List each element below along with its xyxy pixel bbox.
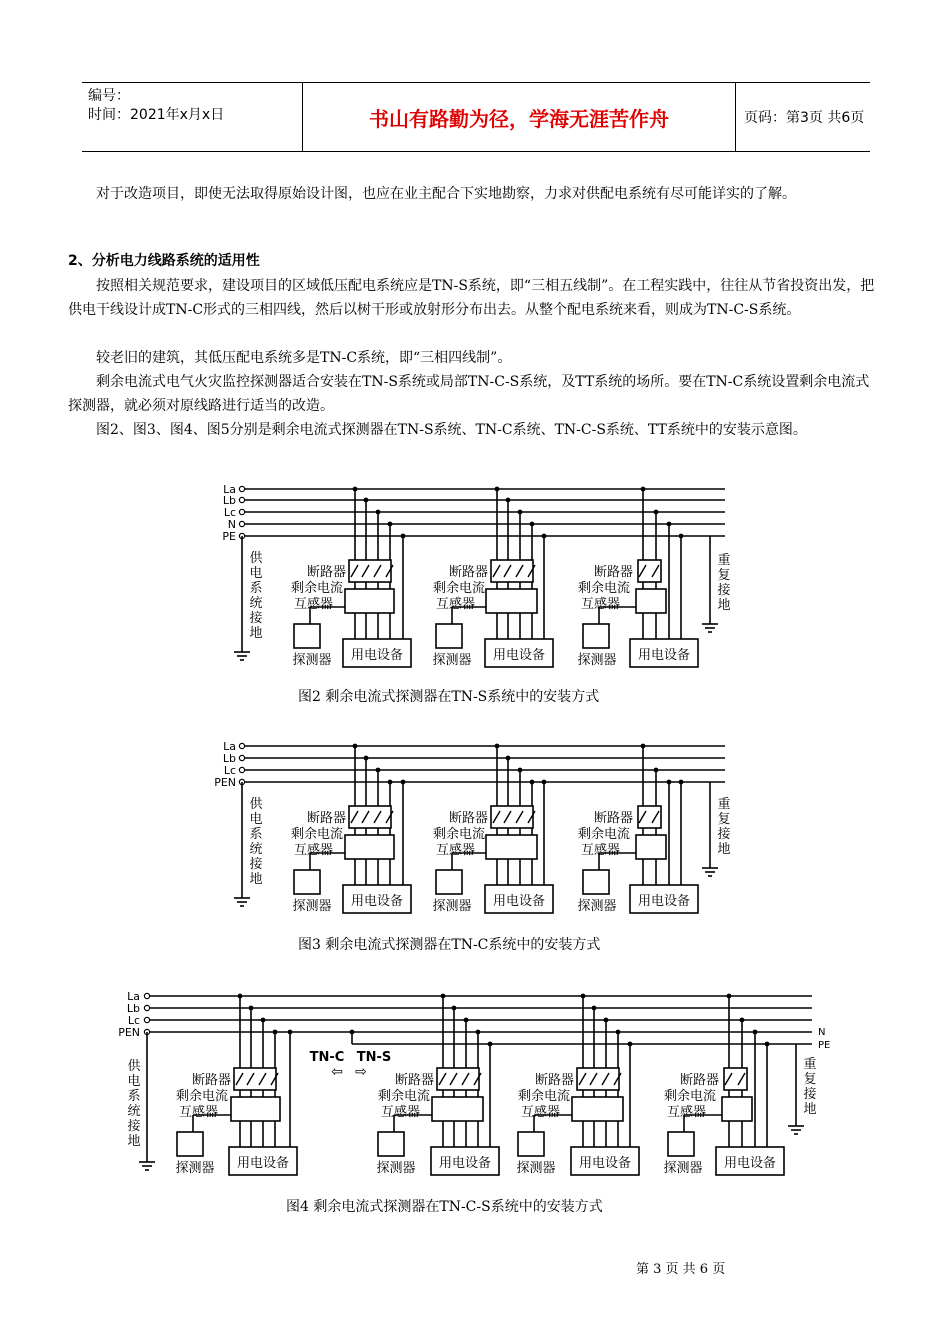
- branch-fig2-2-rcct-label-1: 剩余电流: [577, 581, 630, 596]
- branch-fig4-2-breaker-label: 断路器: [534, 1073, 574, 1088]
- fig3-bus-terminal: [239, 743, 244, 748]
- branch-fig4-0-junction: [238, 994, 243, 999]
- branch-fig4-2-junction: [592, 1006, 597, 1011]
- branch-fig3-1-breaker-label: 断路器: [448, 811, 488, 826]
- fig2-bus-terminal: [239, 509, 244, 514]
- branch-fig4-3-detector-box: [668, 1132, 694, 1156]
- branch-fig2-2-rcct-label-2: 互感器: [580, 597, 620, 612]
- branch-fig4-3-breaker-box: [724, 1068, 747, 1090]
- branch-fig3-0-junction: [364, 756, 369, 761]
- fig3-supply-ground-label-char: 地: [249, 872, 263, 887]
- branch-fig2-0-junction: [401, 534, 406, 539]
- branch-fig4-1-detector-box: [378, 1132, 404, 1156]
- fig2-supply-ground-label-char: 接: [249, 611, 263, 626]
- branch-fig4-0-breaker-label: 断路器: [191, 1073, 231, 1088]
- fig2-bus-label: Lc: [223, 506, 236, 519]
- branch-fig3-1-rcct-label-1: 剩余电流: [432, 827, 485, 842]
- branch-fig3-0-junction: [353, 744, 358, 749]
- fig4-pe-label: PE: [818, 1040, 831, 1051]
- branch-fig3-2-rcct-label-2: 互感器: [580, 843, 620, 858]
- figure-4-caption: 图4 剩余电流式探测器在TN-C-S系统中的安装方式: [286, 1199, 603, 1215]
- fig3-bus-label: Lb: [222, 752, 236, 765]
- section-2-title: 2、分析电力线路系统的适用性: [68, 253, 260, 269]
- branch-fig2-0-equipment-label: 用电设备: [350, 648, 404, 663]
- branch-fig2-1-junction: [518, 510, 523, 515]
- branch-fig3-2-junction: [667, 780, 672, 785]
- branch-fig2-1-detector-box: [436, 624, 462, 648]
- branch-fig3-0-rcct-box: [345, 835, 394, 859]
- branch-fig3-1-junction: [495, 744, 500, 749]
- fig2-supply-ground-label-char: 电: [249, 566, 263, 581]
- branch-fig2-0-detector-label: 探测器: [292, 653, 332, 668]
- branch-fig4-0-junction: [261, 1018, 266, 1023]
- fig4-bus-label: Lc: [127, 1014, 140, 1027]
- fig4-bus-terminal: [144, 993, 149, 998]
- branch-fig2-1-breaker-label: 断路器: [448, 565, 488, 580]
- branch-fig2-0-detector-box: [294, 624, 320, 648]
- branch-fig4-1-detector-label: 探测器: [376, 1161, 416, 1176]
- branch-fig3-2-detector-label: 探测器: [577, 899, 617, 914]
- branch-fig2-1-rcct-box: [486, 589, 537, 613]
- branch-fig4-3-equipment-label: 用电设备: [723, 1156, 777, 1171]
- fig3-bus-terminal: [239, 767, 244, 772]
- branch-fig4-1-breaker-label: 断路器: [394, 1073, 434, 1088]
- paragraph-5: 图2、图3、图4、图5分别是剩余电流式探测器在TN-S系统、TN-C系统、TN-C-S系统、TT系统中的安装示意图。: [96, 422, 807, 438]
- fig4-supply-ground-label-char: 地: [127, 1134, 141, 1149]
- paragraph-2: 按照相关规范要求，建设项目的区域低压配电系统应是TN-S系统，即“三相五线制”。在工程实践中，往往从节省投资出发，把供电干线设计成TN-C形式的三相四线，然后以树干形或放射形分布出去。从整个配电系统来看，则成为TN-C-S系统。: [68, 278, 875, 318]
- fig2-bus-label: Lb: [222, 494, 236, 507]
- branch-fig4-2-rcct-box: [572, 1097, 623, 1121]
- fig4-bus-terminal: [144, 1017, 149, 1022]
- branch-fig4-1-rcct-label-1: 剩余电流: [377, 1089, 430, 1104]
- branch-fig3-2-junction: [679, 780, 684, 785]
- branch-fig3-1-rcct-box: [486, 835, 537, 859]
- branch-fig4-1-rcct-label-2: 互感器: [380, 1105, 420, 1120]
- fig4-repeat-ground-label-char: 接: [803, 1087, 817, 1102]
- figure-2-caption: 图2 剩余电流式探测器在TN-S系统中的安装方式: [298, 689, 600, 705]
- branch-fig2-1-rcct-label-2: 互感器: [435, 597, 475, 612]
- fig3-bus-label: La: [223, 740, 236, 753]
- branch-fig4-1-equipment-label: 用电设备: [438, 1156, 492, 1171]
- fig4-bus-terminal: [144, 1005, 149, 1010]
- fig2-bus-terminal: [239, 497, 244, 502]
- fig3-repeat-ground-label-char: 复: [717, 812, 731, 827]
- fig2-supply-ground-label-char: 系: [249, 581, 263, 596]
- fig3-repeat-ground-label-char: 地: [717, 842, 731, 857]
- branch-fig2-2-rcct-box: [636, 589, 666, 613]
- branch-fig2-2-breaker-label: 断路器: [593, 565, 633, 580]
- branch-fig2-0-junction: [364, 498, 369, 503]
- branch-fig3-0-rcct-label-2: 互感器: [293, 843, 333, 858]
- branch-fig3-0-junction: [388, 780, 393, 785]
- fig2-bus-terminal: [239, 486, 244, 491]
- branch-fig4-1-junction: [441, 994, 446, 999]
- paragraph-3: 较老旧的建筑，其低压配电系统多是TN-C系统，即“三相四线制”。: [96, 350, 512, 366]
- figure-3-caption: 图3 剩余电流式探测器在TN-C系统中的安装方式: [298, 937, 601, 953]
- branch-fig3-2-breaker-label: 断路器: [593, 811, 633, 826]
- fig4-tnc-mark: TN-C: [309, 1050, 345, 1065]
- fig3-supply-ground-label-char: 系: [249, 827, 263, 842]
- fig4-repeat-ground-label-char: 重: [803, 1057, 817, 1072]
- fig3-supply-ground-label-char: 统: [249, 842, 263, 857]
- branch-fig4-3-rcct-box: [722, 1097, 752, 1121]
- branch-fig2-0-rcct-box: [345, 589, 394, 613]
- fig2-supply-ground-label-char: 统: [249, 596, 263, 611]
- branch-fig4-3-detector-label: 探测器: [663, 1161, 703, 1176]
- fig4-supply-ground-label-char: 供: [127, 1059, 141, 1074]
- branch-fig4-3-junction: [740, 1018, 745, 1023]
- branch-fig2-2-junction: [667, 522, 672, 527]
- branch-fig4-3-breaker-label: 断路器: [679, 1073, 719, 1088]
- fig2-supply-ground-label-char: 地: [249, 626, 263, 641]
- branch-fig2-1-detector-label: 探测器: [432, 653, 472, 668]
- branch-fig4-2-equipment-label: 用电设备: [578, 1156, 632, 1171]
- branch-fig2-0-rcct-label-1: 剩余电流: [290, 581, 343, 596]
- branch-fig3-0-equipment-label: 用电设备: [350, 894, 404, 909]
- branch-fig3-0-rcct-label-1: 剩余电流: [290, 827, 343, 842]
- branch-fig3-0-junction: [401, 780, 406, 785]
- fig4-bus-label: PEN: [118, 1026, 140, 1039]
- branch-fig4-1-junction: [476, 1030, 481, 1035]
- fig2-repeat-ground-label-char: 重: [717, 553, 731, 568]
- branch-fig3-1-junction: [542, 780, 547, 785]
- fig4-tns-mark: TN-S: [356, 1050, 392, 1065]
- branch-fig4-1-rcct-box: [432, 1097, 483, 1121]
- branch-fig4-3-junction: [765, 1042, 770, 1047]
- branch-fig2-2-junction: [641, 487, 646, 492]
- branch-fig2-2-detector-box: [583, 624, 609, 648]
- branch-fig4-0-detector-label: 探测器: [175, 1161, 215, 1176]
- branch-fig3-2-rcct-box: [636, 835, 666, 859]
- branch-fig3-2-equipment-label: 用电设备: [637, 894, 691, 909]
- fig3-bus-label: Lc: [223, 764, 236, 777]
- branch-fig4-0-junction: [288, 1030, 293, 1035]
- branch-fig3-0-detector-box: [294, 870, 320, 894]
- branch-fig4-3-rcct-label-1: 剩余电流: [663, 1089, 716, 1104]
- branch-fig2-2-junction: [679, 534, 684, 539]
- page-footer: 第 3 页 共 6 页: [636, 1262, 726, 1277]
- branch-fig3-1-junction: [518, 768, 523, 773]
- branch-fig4-2-junction: [581, 994, 586, 999]
- fig4-bus-label: Lb: [126, 1002, 140, 1015]
- branch-fig2-0-junction: [376, 510, 381, 515]
- fig4-arrow-left: ⇦: [331, 1064, 343, 1080]
- fig4-repeat-ground-label-char: 复: [803, 1072, 817, 1087]
- fig4-arrow-right: ⇨: [355, 1064, 367, 1080]
- fig2-supply-ground-label-char: 供: [249, 551, 263, 566]
- fig3-bus-label: PEN: [214, 776, 236, 789]
- branch-fig3-1-rcct-label-2: 互感器: [435, 843, 475, 858]
- branch-fig2-1-equipment-label: 用电设备: [492, 648, 546, 663]
- branch-fig4-3-junction: [753, 1030, 758, 1035]
- header-motto: 书山有路勤为径，学海无涯苦作舟: [369, 107, 669, 131]
- fig2-repeat-ground-label-char: 地: [717, 598, 731, 613]
- branch-fig4-0-rcct-label-2: 互感器: [178, 1105, 218, 1120]
- branch-fig2-0-rcct-label-2: 互感器: [293, 597, 333, 612]
- doc-number-label: 编号：: [88, 88, 130, 104]
- branch-fig3-0-detector-label: 探测器: [292, 899, 332, 914]
- branch-fig2-0-junction: [388, 522, 393, 527]
- branch-fig2-1-junction: [530, 522, 535, 527]
- branch-fig2-1-rcct-label-1: 剩余电流: [432, 581, 485, 596]
- fig4-bus-label: La: [127, 990, 140, 1003]
- branch-fig4-3-rcct-label-2: 互感器: [666, 1105, 706, 1120]
- branch-fig4-2-junction: [628, 1042, 633, 1047]
- branch-fig3-0-breaker-label: 断路器: [306, 811, 346, 826]
- branch-fig4-0-detector-box: [177, 1132, 203, 1156]
- branch-fig4-1-junction: [452, 1006, 457, 1011]
- branch-fig3-2-junction: [654, 768, 659, 773]
- fig3-repeat-ground-label-char: 重: [717, 797, 731, 812]
- branch-fig4-2-detector-label: 探测器: [516, 1161, 556, 1176]
- branch-fig4-2-detector-box: [518, 1132, 544, 1156]
- branch-fig2-2-junction: [654, 510, 659, 515]
- fig3-bus-terminal: [239, 755, 244, 760]
- branch-fig4-2-rcct-label-2: 互感器: [520, 1105, 560, 1120]
- fig4-supply-ground-label-char: 电: [127, 1074, 141, 1089]
- branch-fig4-0-junction: [249, 1006, 254, 1011]
- branch-fig3-1-junction: [506, 756, 511, 761]
- fig2-bus-label: PE: [222, 530, 236, 543]
- fig3-supply-ground-label-char: 接: [249, 857, 263, 872]
- branch-fig4-2-rcct-label-1: 剩余电流: [517, 1089, 570, 1104]
- fig3-supply-ground-label-char: 供: [249, 797, 263, 812]
- paragraph-1: 对于改造项目，即使无法取得原始设计图，也应在业主配合下实地勘察，力求对供配电系统有尽可能详实的了解。: [96, 186, 796, 202]
- branch-fig4-2-junction: [616, 1030, 621, 1035]
- branch-fig3-0-junction: [376, 768, 381, 773]
- branch-fig2-1-junction: [542, 534, 547, 539]
- fig2-repeat-ground-label-char: 复: [717, 568, 731, 583]
- branch-fig2-2-breaker-box: [638, 560, 661, 582]
- branch-fig4-1-junction: [488, 1042, 493, 1047]
- branch-fig3-2-detector-box: [583, 870, 609, 894]
- branch-fig4-0-equipment-label: 用电设备: [236, 1156, 290, 1171]
- paragraph-4: 剩余电流式电气火灾监控探测器适合安装在TN-S系统或局部TN-C-S系统，及TT系统的场所。要在TN-C系统设置剩余电流式探测器，就必须对原线路进行适当的改造。: [68, 374, 870, 414]
- fig3-repeat-ground-label-char: 接: [717, 827, 731, 842]
- fig2-bus-terminal: [239, 521, 244, 526]
- branch-fig3-1-equipment-label: 用电设备: [492, 894, 546, 909]
- branch-fig4-0-junction: [273, 1030, 278, 1035]
- fig4-n-label: N: [818, 1027, 826, 1038]
- fig2-bus-label: N: [227, 518, 236, 531]
- fig2-bus-label: La: [223, 483, 236, 496]
- branch-fig4-0-rcct-label-1: 剩余电流: [175, 1089, 228, 1104]
- branch-fig2-0-breaker-label: 断路器: [306, 565, 346, 580]
- fig4-supply-ground-label-char: 接: [127, 1119, 141, 1134]
- branch-fig3-1-detector-box: [436, 870, 462, 894]
- branch-fig2-2-detector-label: 探测器: [577, 653, 617, 668]
- branch-fig2-1-junction: [495, 487, 500, 492]
- header-page-info: 页码：第3页 共6页: [744, 110, 865, 126]
- branch-fig2-0-junction: [353, 487, 358, 492]
- branch-fig4-0-rcct-box: [231, 1097, 280, 1121]
- branch-fig3-1-detector-label: 探测器: [432, 899, 472, 914]
- branch-fig2-1-junction: [506, 498, 511, 503]
- fig4-supply-ground-label-char: 系: [127, 1089, 141, 1104]
- branch-fig3-2-junction: [641, 744, 646, 749]
- branch-fig3-1-junction: [530, 780, 535, 785]
- branch-fig3-2-breaker-box: [638, 806, 661, 828]
- fig4-supply-ground-label-char: 统: [127, 1104, 141, 1119]
- doc-time-label: 时间：2021年x月x日: [88, 107, 225, 123]
- branch-fig3-2-rcct-label-1: 剩余电流: [577, 827, 630, 842]
- branch-fig2-2-equipment-label: 用电设备: [637, 648, 691, 663]
- fig2-repeat-ground-label-char: 接: [717, 583, 731, 598]
- fig3-supply-ground-label-char: 电: [249, 812, 263, 827]
- branch-fig4-1-junction: [464, 1018, 469, 1023]
- fig4-repeat-ground-label-char: 地: [803, 1102, 817, 1117]
- branch-fig4-2-junction: [604, 1018, 609, 1023]
- branch-fig4-3-junction: [727, 994, 732, 999]
